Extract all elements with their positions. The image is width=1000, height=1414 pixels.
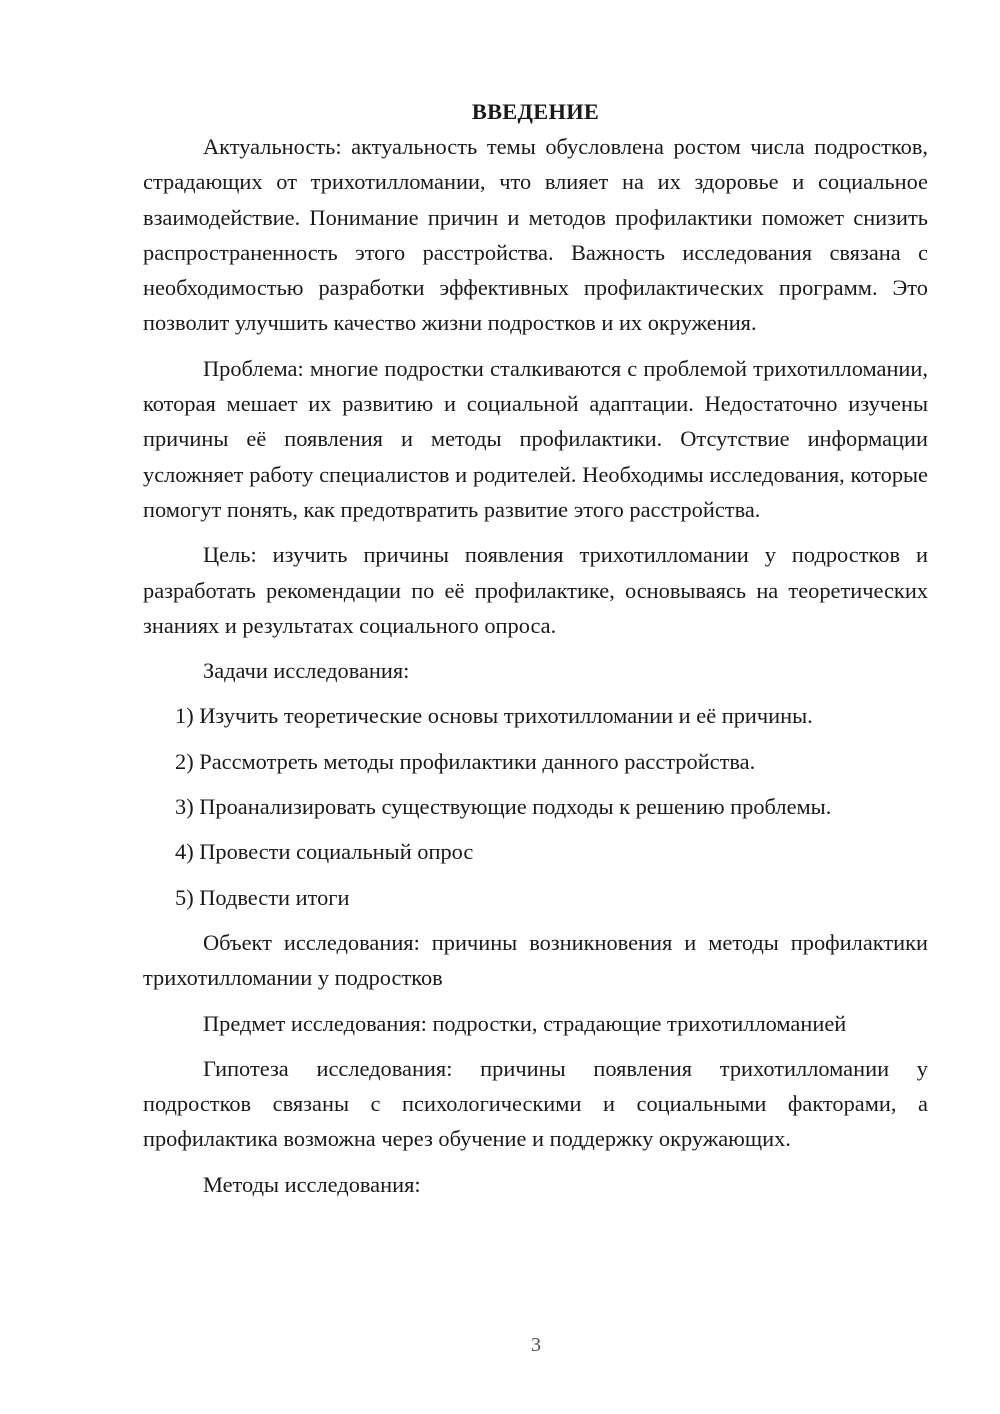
list-item: 5) Подвести итоги (175, 884, 350, 910)
tasks-heading: Задачи исследования: (203, 658, 410, 684)
list-item: 3) Проанализировать существующие подходы к решению проблемы. (175, 794, 832, 820)
list-item: 4) Провести социальный опрос (175, 839, 474, 865)
paragraph-problem: Проблема: многие подростки сталкиваются с проблемой трихотилломании, которая мешает их развитию и социальной адаптации. Недостаточно изучены причины её появления и методы профилактики. Отсутствие информации усложняет работу специалистов и родителей. Необходимы исследования, которые помогут понять, как предотвратить развитие этого расстройства. (143, 355, 928, 522)
paragraph-hypothesis: Гипотеза исследования: причины появления трихотилломании у подростков связаны с психологическими и социальными факторами, а профилактика возможна через обучение и поддержку окружающих. (143, 1055, 928, 1152)
list-item: 2) Рассмотреть методы профилактики данного расстройства. (175, 748, 756, 774)
paragraph-relevance: Актуальность: актуальность темы обусловлена ростом числа подростков, страдающих от трихотилломании, что влияет на их здоровье и социальное взаимодействие. Понимание причин и методов профилактики поможет снизить распространенность этого расстройства. Важность исследования связана с необходимостью разработки эффективных профилактических программ. Это позволит улучшить качество жизни подростков и их окружения. (143, 134, 928, 336)
tasks-list (143, 698, 928, 914)
methods-heading: Методы исследования: (203, 1171, 421, 1197)
paragraph-goal: Цель: изучить причины появления трихотилломании у подростков и разработать рекомендации по её профилактике, основываясь на теоретических знаниях и результатах социального опроса. (143, 542, 928, 638)
paragraph-object: Объект исследования: причины возникновения и методы профилактики трихотилломании у подростков (143, 929, 928, 991)
document-page (143, 94, 928, 1212)
page-number: 3 (531, 1334, 541, 1356)
section-title: ВВЕДЕНИЕ (471, 99, 600, 124)
paragraph-subject: Предмет исследования: подростки, страдающие трихотилломанией (203, 1010, 847, 1036)
list-item: 1) Изучить теоретические основы трихотилломании и её причины. (175, 703, 813, 729)
